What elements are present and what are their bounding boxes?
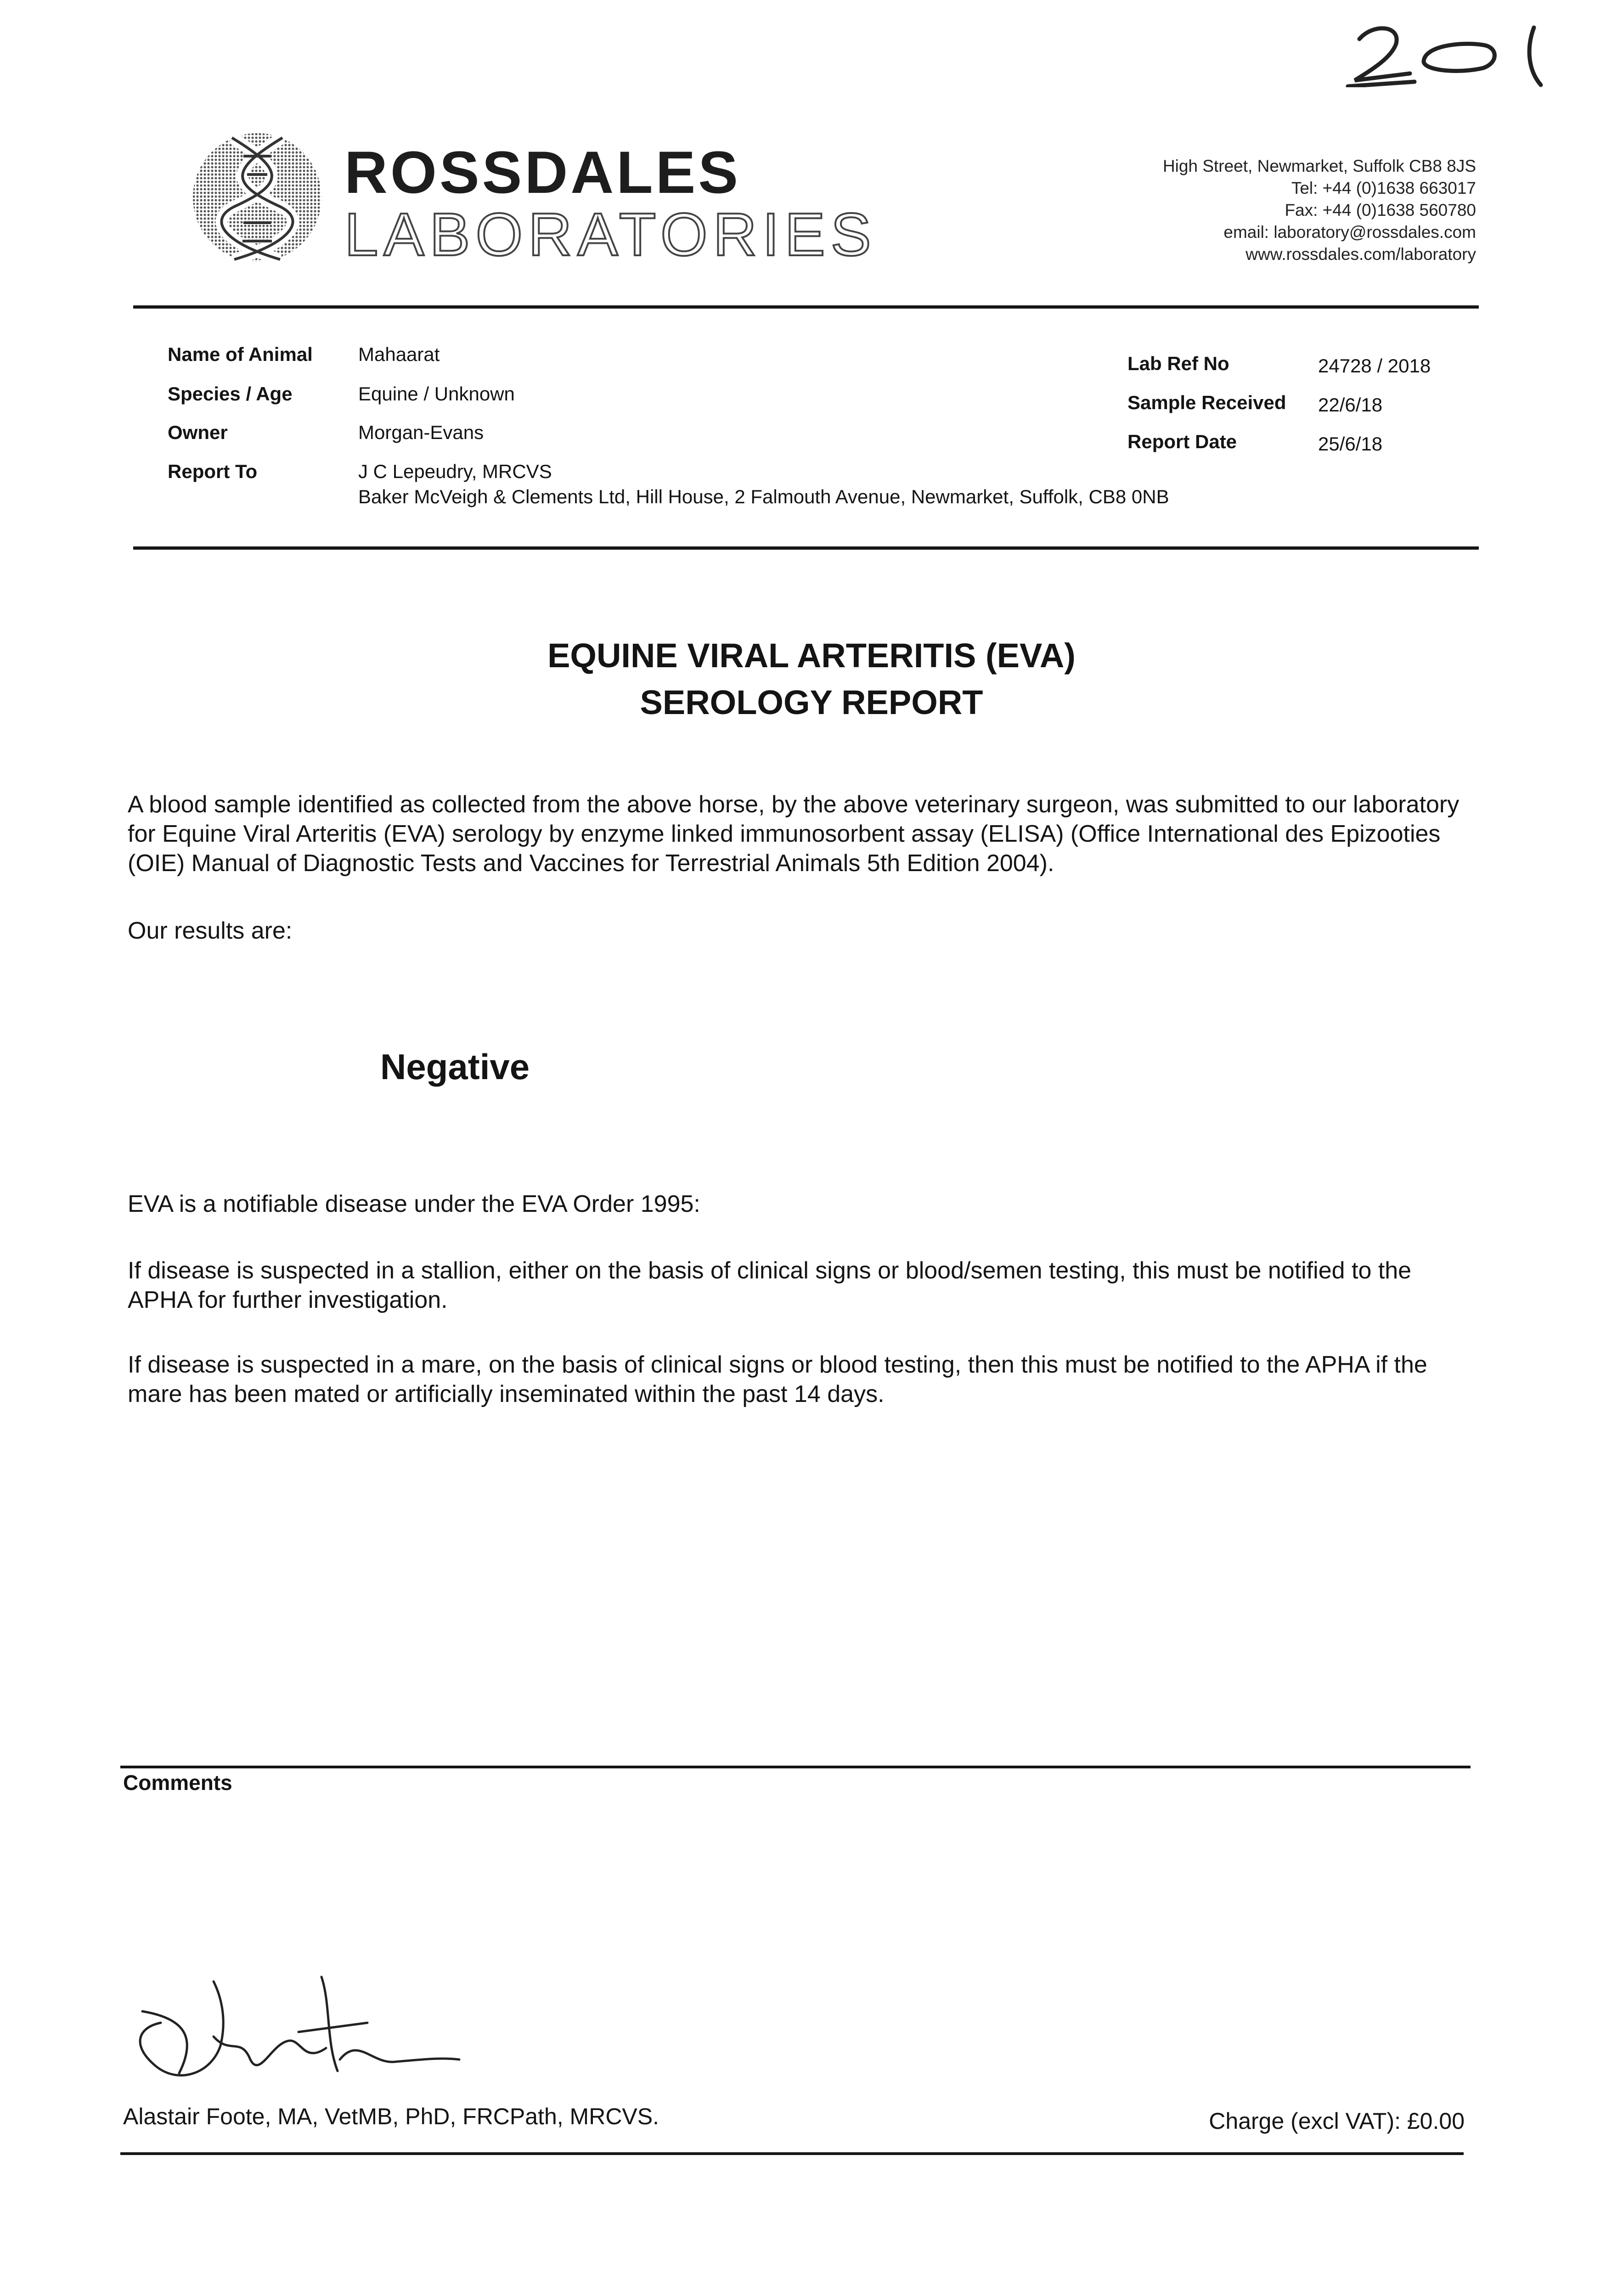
report-date-label: Report Date: [1127, 431, 1237, 452]
lab-ref-value: 24728 / 2018: [1318, 355, 1431, 377]
species-age-value: Equine / Unknown: [358, 383, 515, 405]
comments-divider: [120, 1766, 1471, 1768]
results-lead: Our results are:: [128, 917, 293, 944]
owner-label: Owner: [168, 422, 228, 443]
mare-note: If disease is suspected in a mare, on the basis of clinical signs or blood testing, then this must be notified to the APHA if the mare has been mated or artificially inseminated within the past 14 days.: [128, 1351, 1427, 1407]
report-title-line2: SEROLOGY REPORT: [640, 683, 983, 721]
lab-name-line2: LABORATORIES: [344, 201, 877, 268]
lab-name-line1: ROSSDALES: [344, 139, 741, 206]
report-to-label: Report To: [168, 461, 258, 482]
sample-received-label: Sample Received: [1127, 392, 1286, 413]
sample-received-value: 22/6/18: [1318, 394, 1383, 416]
owner-value: Morgan-Evans: [358, 422, 484, 443]
report-to-value: J C Lepeudry, MRCVS: [358, 461, 552, 482]
footer-divider: [120, 2152, 1464, 2155]
lab-ref-label: Lab Ref No: [1127, 353, 1229, 374]
test-result: Negative: [380, 1047, 530, 1087]
dna-helix-logo: [188, 129, 326, 266]
page-number: [1346, 18, 1557, 87]
report-date-value: 25/6/18: [1318, 433, 1383, 455]
signer-name: Alastair Foote, MA, VetMB, PhD, FRCPath, MRCVS.: [123, 2104, 659, 2129]
header-divider: [133, 305, 1479, 309]
name-of-animal-label: Name of Animal: [168, 343, 313, 365]
signature: [129, 1968, 468, 2087]
intro-paragraph: A blood sample identified as collected from the above horse, by the above veterinary surgeon, was submitted to our laboratory for Equine Viral Arteritis (EVA) serology by enzyme linked immunosorbent assay (ELISA) (Office International des Epizooties (OIE) Manual of Diagnostic Tests and Vaccines for Terrestrial Animals 5th Edition 2004).: [128, 791, 1460, 877]
report-title-line1: EQUINE VIRAL ARTERITIS (EVA): [547, 636, 1076, 675]
lab-address: High Street, Newmarket, Suffolk CB8 8JS: [1162, 157, 1476, 175]
lab-tel: Tel: +44 (0)1638 663017: [1291, 179, 1476, 197]
stallion-note: If disease is suspected in a stallion, either on the basis of clinical signs or blood/semen testing, this must be notified to the APHA for further investigation.: [128, 1257, 1412, 1313]
notifiable-statement: EVA is a notifiable disease under the EVA Order 1995:: [128, 1191, 700, 1217]
lab-web: www.rossdales.com/laboratory: [1245, 245, 1476, 264]
lab-contact-block: [1163, 155, 1476, 265]
name-of-animal-value: Mahaarat: [358, 343, 440, 365]
lab-email: email: laboratory@rossdales.com: [1223, 223, 1476, 242]
species-age-label: Species / Age: [168, 383, 293, 405]
lab-fax: Fax: +44 (0)1638 560780: [1285, 201, 1476, 219]
charge: Charge (excl VAT): £0.00: [1209, 2108, 1465, 2134]
report-to-address: Baker McVeigh & Clements Ltd, Hill House, 2 Falmouth Avenue, Newmarket, Suffolk, CB8 0NB: [358, 486, 1169, 507]
comments-label: Comments: [123, 1771, 232, 1795]
details-divider: [133, 546, 1479, 550]
